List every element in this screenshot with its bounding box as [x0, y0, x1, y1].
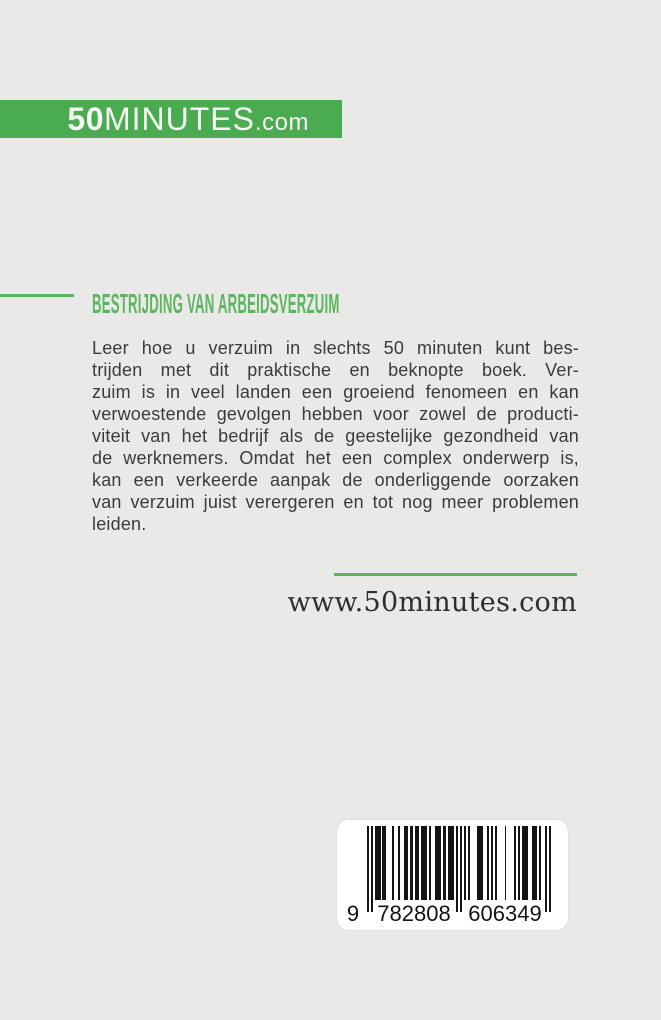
barcode-bar — [382, 826, 386, 900]
barcode-bars — [367, 826, 551, 912]
barcode-bar — [371, 826, 373, 912]
barcode-bar — [375, 826, 381, 900]
description-line: trijden met dit praktische en beknopte boek. Ver- — [92, 360, 579, 380]
barcode-bar — [367, 826, 369, 912]
website-rule — [334, 573, 577, 576]
barcode-bar — [421, 826, 427, 900]
brand-suffix: .com — [254, 109, 309, 136]
barcode-bar — [429, 826, 431, 900]
barcode-digits-right: 606349 — [468, 901, 542, 926]
barcode-bar — [392, 826, 394, 900]
description-line: van verzuim juist verergeren en tot nog meer problemen — [92, 492, 579, 512]
barcode-bar — [549, 826, 551, 912]
heading-rule — [0, 294, 74, 297]
description-line: zuim is in veel landen een groeiend fenomeen en kan — [92, 382, 579, 402]
barcode-bar — [491, 826, 493, 900]
barcode-bar — [505, 826, 507, 900]
barcode-bar — [468, 826, 470, 900]
barcode-bar — [514, 826, 516, 900]
barcode-bar — [404, 826, 408, 900]
barcode — [337, 820, 568, 930]
website-url: www.50minutes.com — [287, 587, 577, 618]
barcode-bar — [443, 826, 447, 900]
brand-name: MINUTES — [103, 101, 255, 137]
book-description — [92, 337, 579, 535]
barcode-bar — [456, 826, 458, 912]
barcode-bar — [545, 826, 547, 912]
description-line: viteit van het bedrijf als de geestelijke gezondheid van — [92, 426, 579, 446]
barcode-bar — [435, 826, 441, 900]
barcode-bar — [495, 826, 497, 900]
barcode-digits-left: 782808 — [377, 901, 451, 926]
barcode-bar — [518, 826, 520, 900]
barcode-bar — [448, 826, 454, 900]
brand-banner — [0, 100, 342, 138]
barcode-bar — [487, 826, 489, 900]
barcode-bar — [464, 826, 466, 900]
description-line: kan een verkeerde aanpak de onderliggende oorzaken — [92, 470, 579, 490]
barcode-bar — [398, 826, 400, 900]
book-title: BESTRIJDING VAN ARBEIDSVERZUIM — [92, 288, 340, 319]
barcode-bar — [522, 826, 528, 900]
barcode-bar — [477, 826, 483, 900]
description-line: verwoestende gevolgen hebben voor zowel de producti- — [92, 404, 579, 424]
brand-number: 50 — [67, 101, 104, 137]
description-line: Leer hoe u verzuim in slechts 50 minuten kunt bes- — [92, 338, 579, 358]
description-line: leiden. — [92, 514, 147, 534]
description-line: de werknemers. Omdat het een complex onderwerp is, — [92, 448, 579, 468]
barcode-bar — [460, 826, 462, 912]
barcode-bar — [532, 826, 538, 900]
barcode-bar — [410, 826, 414, 900]
barcode-bar — [415, 826, 419, 900]
barcode-bar — [539, 826, 541, 900]
barcode-digit-lead: 9 — [346, 901, 360, 926]
